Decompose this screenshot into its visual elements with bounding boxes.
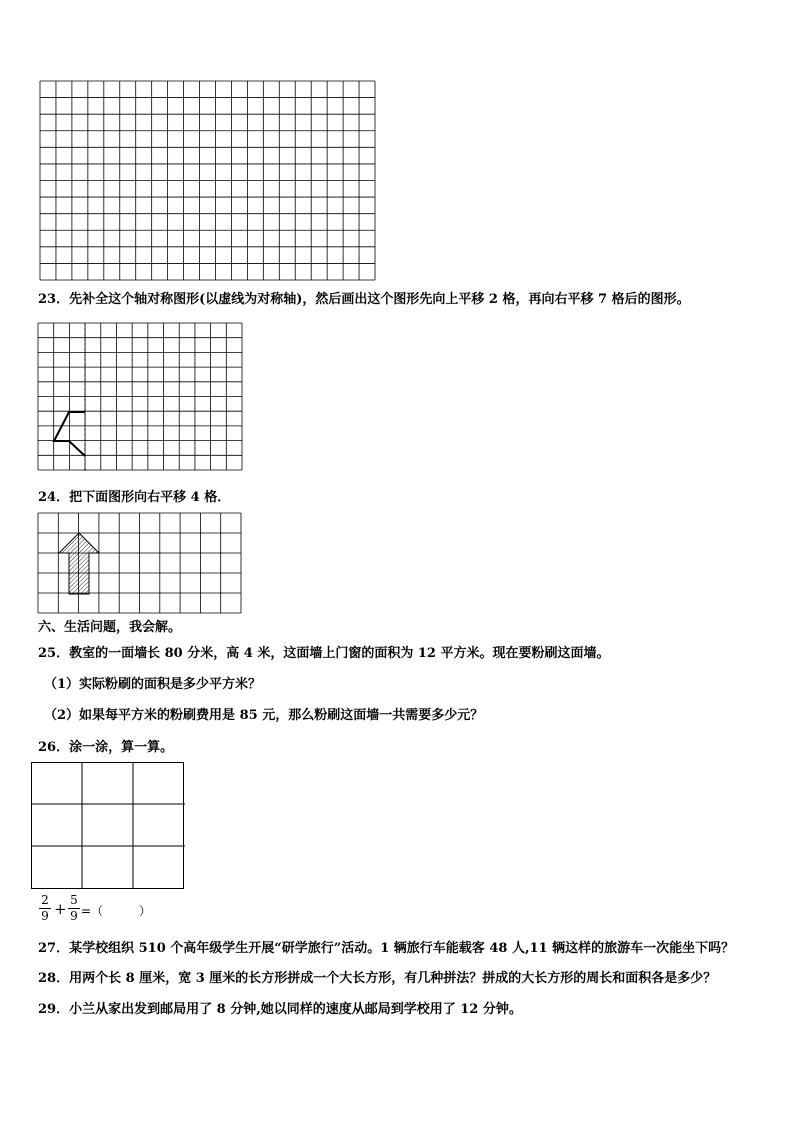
q23-grid — [38, 323, 243, 471]
q27-text: 27．某学校组织 510 个高年级学生开展“研学旅行”活动。1 辆旅行车能载客 48 人,11 辆这样的旅游车一次能坐下吗？ — [38, 941, 735, 956]
q23-text: 23．先补全这个轴对称图形(以虚线为对称轴)，然后画出这个图形先向上平移 2 格，再向右平移 7 格后的图形。 — [38, 292, 690, 307]
plus-sign: + — [54, 900, 67, 918]
q28-text: 28．用两个长 8 厘米，宽 3 厘米的长方形拼成一个大长方形，有几种拼法？拼成的大长方形的周长和面积各是多少？ — [38, 971, 717, 986]
fraction-expression — [38, 893, 178, 929]
frac2-den: 9 — [70, 909, 78, 923]
equals-blank: =（ ） — [81, 904, 152, 918]
frac1-num: 2 — [41, 893, 49, 907]
q25-sub1: （1）实际粉刷的面积是多少平方米？ — [44, 677, 262, 692]
top-grid — [40, 81, 376, 281]
section6-title: 六、生活问题，我会解。 — [38, 620, 182, 635]
q25-text: 25．教室的一面墙长 80 分米，高 4 米，这面墙上门窗的面积为 12 平方米。现在要粉刷这面墙。 — [38, 646, 610, 661]
q25-sub2: （2）如果每平方米的粉刷费用是 85 元，那么粉刷这面墙一共需要多少元？ — [44, 708, 484, 723]
arrow-figure — [59, 533, 99, 594]
q26-grid — [31, 762, 185, 889]
frac2-num: 5 — [70, 893, 78, 907]
q24-grid — [38, 513, 242, 614]
q26-text: 26．涂一涂，算一算。 — [38, 740, 174, 755]
frac1-den: 9 — [41, 909, 49, 923]
q24-text: 24．把下面图形向右平移 4 格． — [38, 490, 231, 505]
q29-text: 29．小兰从家出发到邮局用了 8 分钟,她以同样的速度从邮局到学校用了 12 分钟。 — [38, 1002, 522, 1017]
